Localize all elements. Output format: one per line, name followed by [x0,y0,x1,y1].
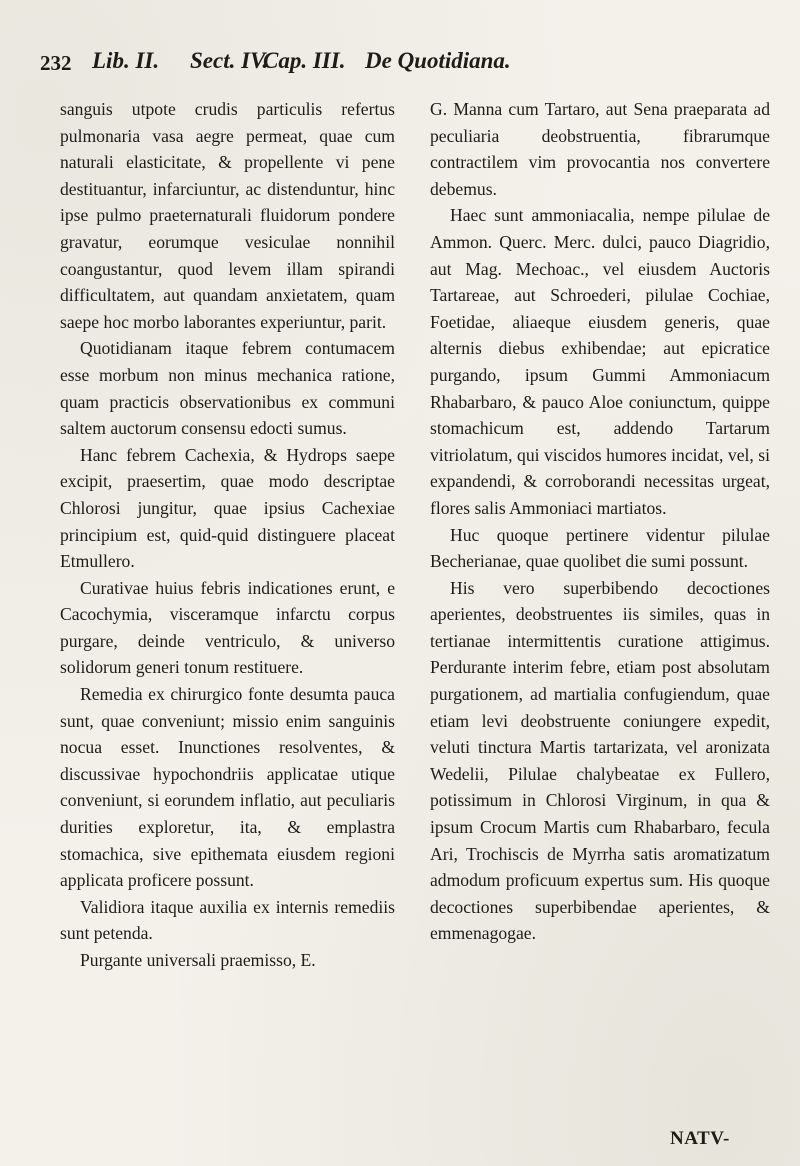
paragraph: His vero superbibendo decoctiones aperientes, deobstruentes iis similes, quas in tertianae intermittentis curatione attigimus. Perdurante interim febre, etiam post absolutam purgationem, ad martialia confugiendum, quae etiam levi deobstruente coniungere expedit, veluti tinctura Martis tartarizata, vel aronizata Wedelii, Pilulae chalybeatae ex Fullero, potissimum in Chlorosi Virginum, in qua & ipsum Crocum Martis cum Rhabarbaro, fecula Ari, Trochiscis de Myrrha satis aromatizatum admodum proficuum expertus sum. His quoque decoctiones superbibendae aperientes, & emmenagogae. [430,577,770,944]
left-column [60,96,395,974]
paragraph: G. Manna cum Tartaro, aut Sena praeparata ad peculiaria deobstruentia, fibrarumque contractilem vim provocantia nos convertere debemus. [430,99,770,199]
header-liber: Lib. II. [92,48,160,73]
paragraph: Purgante universali praemisso, E. [80,950,316,970]
paragraph: sanguis utpote crudis particulis refertus pulmonaria vasa aegre permeat, quae cum naturali elasticitate, & propellente vi pene destituantur, infarciuntur, ac distenduntur, hinc ipse pulmo praeternaturali fluidorum pondere gravatur, eorumque vesiculae nonnihil coangustantur, quod levem illam spirandi difficultatem, aut quandam anxietatem, quam saepe hoc morbo laborantes experiuntur, parit. [60,99,395,332]
paragraph: Remedia ex chirurgico fonte desumta pauca sunt, quae conveniunt; missio enim sanguinis nocua esset. Inunctiones resolventes, & discussivae hypochondriis applicatae utique conveniunt, si eorundem inflatio, aut peculiaris durities exploretur, ita, & emplastra stomachica, sive epithemata eiusdem regioni applicata proficere possunt. [60,684,395,891]
header-caput: Cap. III. [263,48,346,73]
paragraph: Curativae huius febris indicationes erunt, e Cacochymia, visceramque infarctu corpus purgare, deinde ventriculo, & universo solidorum generi tonum restituere. [60,577,395,678]
running-header [40,48,780,84]
catchword: NATV- [670,1128,730,1149]
paragraph: Quotidianam itaque febrem contumacem esse morbum non minus mechanica ratione, quam practicis observationibus ex communi saltem auctorum consensu edocti sumus. [60,338,395,439]
right-column [430,96,770,947]
paragraph: Validiora itaque auxilia ex internis remediis sunt petenda. [60,896,395,944]
page-number: 232 [40,51,72,75]
paragraph: Hanc febrem Cachexia, & Hydrops saepe excipit, praesertim, quae modo descriptae Chlorosi jungitur, quae ipsius Cachexiae principium est, quid-quid distinguere placeat Etmullero. [60,444,395,572]
paragraph: Huc quoque pertinere videntur pilulae Becherianae, quae quolibet die sumi possunt. [430,524,770,572]
header-title: De Quotidiana. [365,48,511,73]
paragraph: Haec sunt ammoniacalia, nempe pilulae de Ammon. Querc. Merc. dulci, pauco Diagridio, aut Mag. Mechoac., vel eiusdem Auctoris Tartareae, aut Schroederi, pilulae Cochiae, Foetidae, aliaeque eiusdem generis, quae alternis diebus exhibendae; aut epicratice purgando, ipsum Gummi Ammoniacum Rhabarbaro, & pauco Aloe coniunctum, quippe stomachicum est, addendo Tartarum vitriolatum, qui viscidos humores incidat, vel, si expandendi, & corroborandi necessitas urgeat, flores salis Ammoniaci martiatos. [430,205,770,518]
header-sectio: Sect. IV. [190,48,269,73]
